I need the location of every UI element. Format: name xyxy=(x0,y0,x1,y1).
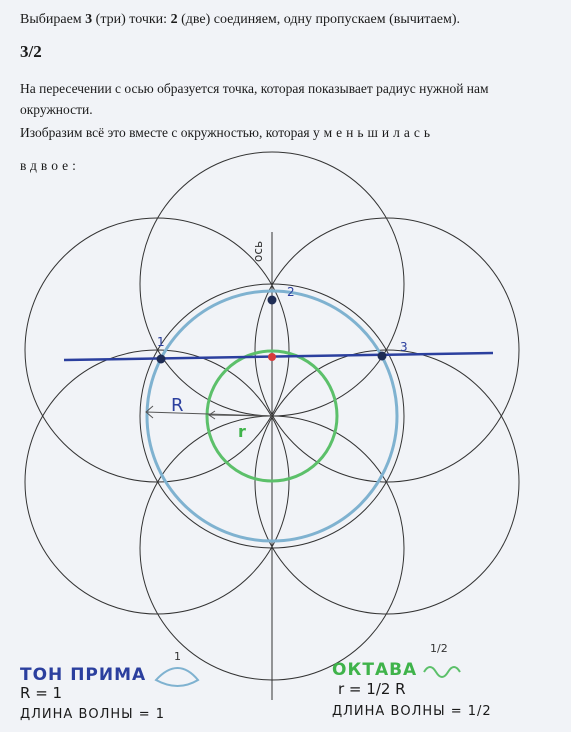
point-label-2: 2 xyxy=(287,285,295,299)
prima-title: ТОН ПРИМА xyxy=(20,665,147,685)
octave-wave-icon xyxy=(424,667,460,677)
prima-wave-label: 1 xyxy=(174,650,181,663)
paragraph-twice: вдвое: xyxy=(20,158,80,173)
point-label-3: 3 xyxy=(400,340,408,354)
point-3 xyxy=(378,352,387,361)
octave-wavelength: ДЛИНА ВОЛНЫ = 1/2 xyxy=(332,704,492,719)
red-center-point xyxy=(268,353,276,361)
point-1 xyxy=(157,355,166,364)
radius-r-line xyxy=(209,415,272,416)
radius-R-label: R xyxy=(171,395,184,416)
point-label-1: 1 xyxy=(157,335,165,349)
intro-bold-3: 3 xyxy=(85,12,93,27)
radius-r-label: r xyxy=(238,422,246,441)
prima-R: R = 1 xyxy=(20,684,63,702)
axis-label: ось xyxy=(251,240,265,262)
prima-wave-icon xyxy=(156,668,198,686)
octave-title: ОКТАВА xyxy=(332,660,418,680)
prima-wavelength: ДЛИНА ВОЛНЫ = 1 xyxy=(20,707,166,722)
section-heading: 3/2 xyxy=(20,42,42,61)
octave-r: r = 1/2 R xyxy=(338,680,406,698)
intro-text-3: (две) соединяем, одну пропускаем (вычитаем). xyxy=(177,12,461,27)
intro-text-1: Выбираем xyxy=(20,12,86,27)
point-2 xyxy=(268,296,277,305)
paragraph-intersection: На пересечении с осью образуется точка, которая показывает радиус нужной нам окружности. xyxy=(20,81,489,117)
intro-bold-2: 2 xyxy=(170,12,178,27)
paragraph-circle-text: Изобразим всё это вместе с окружностью, которая xyxy=(20,125,313,140)
octave-wave-label: 1/2 xyxy=(430,642,448,655)
intro-text-2: (три) точки: xyxy=(92,12,171,27)
paragraph-circle-spaced: уменьшилась xyxy=(313,125,434,140)
